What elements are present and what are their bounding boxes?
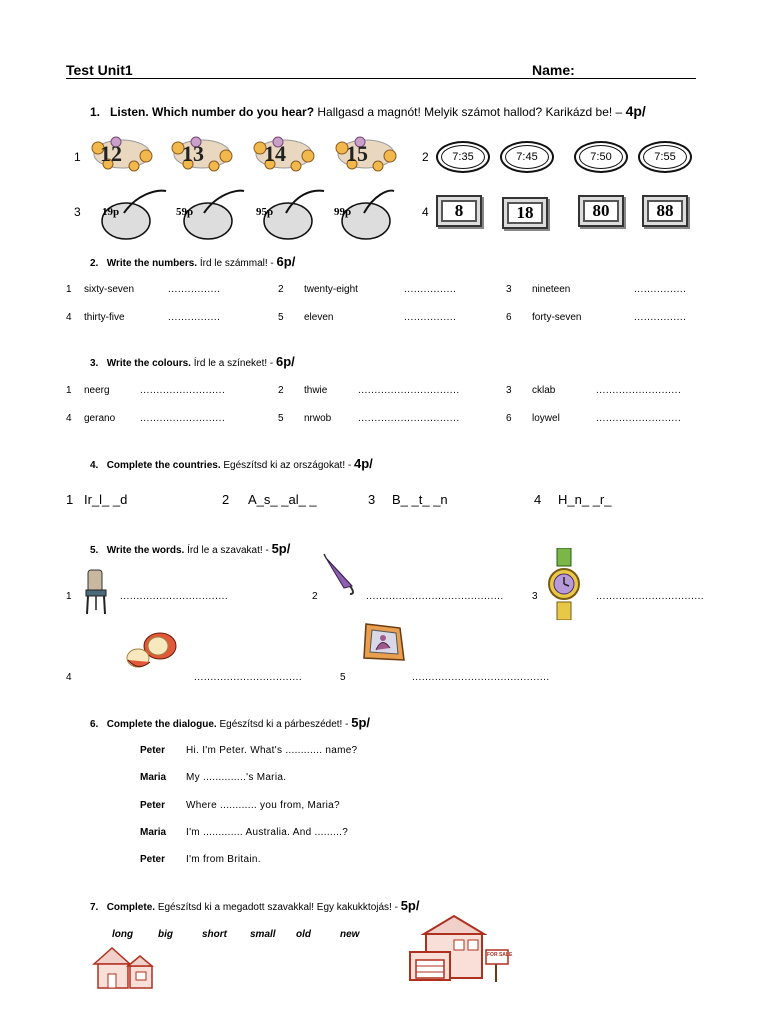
q3-heading xyxy=(90,354,295,369)
q2-number: 2. xyxy=(90,258,99,269)
q7-word-old: old xyxy=(296,929,311,940)
q3-item-2-num: 2 xyxy=(278,385,284,396)
umbrella-icon xyxy=(322,552,358,596)
q3-item-2-blank[interactable]: ............................... xyxy=(358,385,460,396)
q2-item-2-text: twenty-eight xyxy=(304,284,358,295)
q2-item-1-num: 1 xyxy=(66,284,72,295)
q2-item-3-text: nineteen xyxy=(532,284,571,295)
q4-number: 4. xyxy=(90,460,99,471)
q4-heading xyxy=(90,456,373,471)
test-title: Test Unit1 xyxy=(66,62,133,78)
q1-option-80-box[interactable] xyxy=(578,195,624,227)
q1-set2-label: 2 xyxy=(422,150,429,164)
q1-option-750[interactable]: 7:50 xyxy=(574,141,628,173)
q2-item-4-num: 4 xyxy=(66,312,72,323)
q3-item-3-text: cklab xyxy=(532,385,556,396)
name-label: Name: xyxy=(532,62,575,78)
q1-option-14[interactable]: 14 xyxy=(264,141,286,166)
for-sale-sign-text: FOR SALE xyxy=(487,952,513,958)
big-house-icon xyxy=(404,912,516,986)
dialogue-speaker: Peter xyxy=(140,854,166,865)
q3-item-1-text: neerg xyxy=(84,385,110,396)
q4-item-2-text[interactable]: A_s_ _al_ _ xyxy=(248,492,317,507)
q2-item-4-text: thirty-five xyxy=(84,312,125,323)
q2-item-1-text: sixty-seven xyxy=(84,284,135,295)
dialogue-line: I'm from Britain. xyxy=(186,854,261,865)
q1-option-80: 80 xyxy=(583,200,619,222)
q7-heading xyxy=(90,898,420,913)
apple-icon xyxy=(124,628,180,670)
q5-label-1: 1 xyxy=(66,591,72,602)
q3-item-1-blank[interactable]: .......................... xyxy=(140,385,226,396)
q7-title: Complete. xyxy=(106,902,156,913)
q3-item-4-blank[interactable]: .......................... xyxy=(140,413,226,424)
q1-option-8: 8 xyxy=(441,200,477,222)
q3-item-5-num: 5 xyxy=(278,413,284,424)
q5-blank-3[interactable]: ................................. xyxy=(596,591,705,602)
dialogue-speaker: Peter xyxy=(140,745,166,756)
q4-instruction: Egészítsd ki az országokat! - xyxy=(223,460,352,471)
q3-item-2-text: thwie xyxy=(304,385,328,396)
q1-set3-label: 3 xyxy=(74,205,81,219)
q3-item-6-num: 6 xyxy=(506,413,512,424)
dialogue-speaker: Maria xyxy=(140,827,167,838)
q1-option-755[interactable]: 7:55 xyxy=(638,141,692,173)
q4-item-1-num: 1 xyxy=(66,492,74,507)
q4-points: 4p/ xyxy=(354,456,373,471)
q5-blank-4[interactable]: ................................. xyxy=(194,672,303,683)
q5-points: 5p/ xyxy=(271,541,291,556)
q2-points: 6p/ xyxy=(276,254,296,269)
q2-item-1-blank[interactable]: ................ xyxy=(168,284,221,295)
q2-item-6-text: forty-seven xyxy=(532,312,582,323)
q3-number: 3. xyxy=(90,358,99,369)
dialogue-speaker: Maria xyxy=(140,772,167,783)
small-house-icon xyxy=(90,944,154,990)
q2-item-6-num: 6 xyxy=(506,312,512,323)
watch-icon xyxy=(548,548,580,620)
q2-item-2-num: 2 xyxy=(278,284,284,295)
q3-item-3-num: 3 xyxy=(506,385,512,396)
q3-item-5-blank[interactable]: ............................... xyxy=(358,413,460,424)
q1-option-18-box[interactable] xyxy=(502,197,548,229)
q1-option-13[interactable]: 13 xyxy=(182,141,204,166)
q1-set4-label: 4 xyxy=(422,205,429,219)
q3-points: 6p/ xyxy=(276,354,295,369)
q2-item-2-blank[interactable]: ................ xyxy=(404,284,457,295)
q4-item-2-num: 2 xyxy=(222,492,230,507)
q7-number: 7. xyxy=(90,902,99,913)
q1-option-15[interactable]: 15 xyxy=(346,141,368,166)
q3-item-6-text: loywel xyxy=(532,413,560,424)
q2-item-6-blank[interactable]: ................ xyxy=(634,312,687,323)
q5-label-3: 3 xyxy=(532,591,538,602)
q1-title: Listen. Which number do you hear? xyxy=(110,105,315,119)
q4-item-3-text[interactable]: B_ _t_ _n xyxy=(392,492,448,507)
q1-option-745[interactable]: 7:45 xyxy=(500,141,554,173)
q2-item-5-num: 5 xyxy=(278,312,284,323)
q3-item-1-num: 1 xyxy=(66,385,72,396)
q1-option-18: 18 xyxy=(507,202,543,224)
dialogue-line[interactable]: My ..............'s Maria. xyxy=(186,772,287,783)
q3-item-6-blank[interactable]: .......................... xyxy=(596,413,682,424)
q3-item-3-blank[interactable]: .......................... xyxy=(596,385,682,396)
q4-item-4-text[interactable]: H_n_ _r_ xyxy=(558,492,612,507)
q1-points: 4p/ xyxy=(625,103,646,119)
q6-points: 5p/ xyxy=(351,715,371,730)
q1-number: 1. xyxy=(90,105,101,119)
q6-title: Complete the dialogue. xyxy=(106,719,217,730)
dialogue-line[interactable]: Where ............ you from, Maria? xyxy=(186,800,340,811)
q3-title: Write the colours. xyxy=(106,358,191,369)
q6-number: 6. xyxy=(90,719,99,730)
chair-icon xyxy=(84,568,110,616)
q7-word-short: short xyxy=(202,929,227,940)
dialogue-line[interactable]: I'm ............. Australia. And .........? xyxy=(186,827,349,838)
q7-instruction: Egészítsd ki a megadott szavakkal! Egy kakukktojás! - xyxy=(157,902,398,913)
q6-heading xyxy=(90,715,370,730)
q2-item-3-num: 3 xyxy=(506,284,512,295)
q6-instruction: Egészítsd ki a párbeszédet! - xyxy=(219,719,349,730)
flower-number-row xyxy=(88,134,418,176)
q7-word-big: big xyxy=(158,929,173,940)
q4-item-1-text[interactable]: Ir_l_ _d xyxy=(84,492,128,507)
q1-option-88-box[interactable] xyxy=(642,195,688,227)
q5-label-2: 2 xyxy=(312,591,318,602)
q3-item-4-num: 4 xyxy=(66,413,72,424)
dialogue-speaker: Peter xyxy=(140,800,166,811)
q2-title: Write the numbers. xyxy=(106,258,198,269)
q5-blank-1[interactable]: ................................. xyxy=(120,591,229,602)
q5-blank-2[interactable]: .......................................... xyxy=(366,591,504,602)
q7-word-small: small xyxy=(250,929,276,940)
q4-item-3-num: 3 xyxy=(368,492,376,507)
q5-blank-5[interactable]: .......................................... xyxy=(412,672,550,683)
q2-item-4-blank[interactable]: ................ xyxy=(168,312,221,323)
q5-title: Write the words. xyxy=(106,545,185,556)
q7-points: 5p/ xyxy=(400,898,420,913)
q1-set1-label: 1 xyxy=(74,150,81,164)
header-rule xyxy=(66,78,696,79)
q5-label-4: 4 xyxy=(66,672,72,683)
q1-option-12[interactable]: 12 xyxy=(100,141,122,166)
q3-item-5-text: nrwob xyxy=(304,413,332,424)
q3-instruction: Írd le a színeket! - xyxy=(193,358,274,369)
q5-number: 5. xyxy=(90,545,99,556)
q1-option-59p[interactable]: 59p xyxy=(176,206,194,218)
q1-option-19p[interactable]: 19p xyxy=(102,206,120,218)
q2-instruction: Írd le számmal! - xyxy=(199,258,274,269)
q1-option-99p[interactable]: 99p xyxy=(334,206,352,218)
q4-item-4-num: 4 xyxy=(534,492,542,507)
q1-instruction: Hallgasd a magnót! Melyik számot hallod? Karikázd be! – xyxy=(317,105,623,119)
q2-item-3-blank[interactable]: ................ xyxy=(634,284,687,295)
q3-item-4-text: gerano xyxy=(84,413,116,424)
q1-option-8-box[interactable] xyxy=(436,195,482,227)
q7-word-new: new xyxy=(340,929,360,940)
q2-item-5-blank[interactable]: ................ xyxy=(404,312,457,323)
q5-instruction: Írd le a szavakat! - xyxy=(187,545,269,556)
q2-heading xyxy=(90,254,295,269)
dialogue-line[interactable]: Hi. I'm Peter. What's ............ name? xyxy=(186,745,358,756)
q2-item-5-text: eleven xyxy=(304,312,334,323)
q5-label-5: 5 xyxy=(340,672,346,683)
q5-heading xyxy=(90,541,290,556)
picture-frame-icon xyxy=(360,618,408,664)
q1-heading xyxy=(90,103,646,119)
q7-word-long: long xyxy=(112,929,134,940)
q1-option-88: 88 xyxy=(647,200,683,222)
q4-title: Complete the countries. xyxy=(106,460,221,471)
q1-option-95p[interactable]: 95p xyxy=(256,206,274,218)
q1-option-735[interactable]: 7:35 xyxy=(436,141,490,173)
